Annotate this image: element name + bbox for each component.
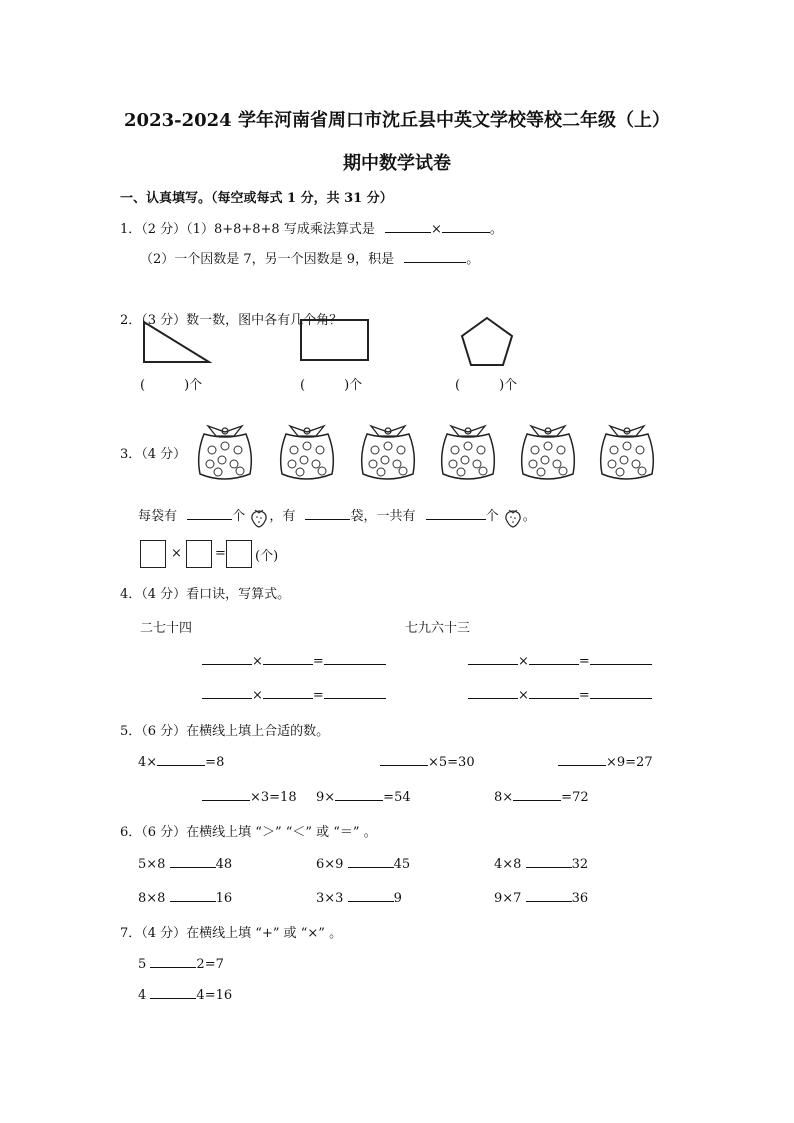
q3-text-d: 袋，一共有 bbox=[350, 509, 416, 524]
q6-item-2 bbox=[316, 855, 410, 872]
q3-sentence bbox=[138, 505, 536, 528]
q7-blank[interactable] bbox=[150, 955, 196, 968]
q5-blank[interactable] bbox=[202, 788, 250, 801]
q5-blank[interactable] bbox=[513, 788, 561, 801]
q5-post: =8 bbox=[205, 755, 225, 770]
q1-sub2-end: 。 bbox=[466, 252, 480, 267]
bag-icon bbox=[522, 426, 575, 479]
q6-pre: 4×8 bbox=[494, 857, 522, 872]
question-1-part-2 bbox=[140, 248, 479, 267]
q7-post: 4=16 bbox=[196, 988, 233, 1003]
q1-end: 。 bbox=[489, 222, 503, 237]
section-1-heading: 一、认真填写。（每空或每式 1 分，共 31 分） bbox=[120, 191, 393, 206]
q6-post: 36 bbox=[571, 891, 589, 906]
q5-post: ×5=30 bbox=[428, 755, 475, 770]
q4-times: × bbox=[252, 688, 263, 703]
q6-post: 9 bbox=[393, 891, 402, 906]
q4-blank[interactable] bbox=[590, 652, 652, 665]
q6-item-6 bbox=[494, 889, 588, 906]
strawberry-bags-figure bbox=[190, 414, 665, 486]
q4-equals: = bbox=[578, 688, 590, 703]
q4-left-rhyme: 二七十四 bbox=[140, 621, 193, 636]
q4-blank[interactable] bbox=[263, 686, 313, 699]
q3-answer-box-2[interactable] bbox=[186, 540, 212, 568]
q4-equals: = bbox=[312, 654, 324, 669]
q4-blank[interactable] bbox=[324, 652, 386, 665]
q4-blank[interactable] bbox=[324, 686, 386, 699]
question-3: 3．（4 分） bbox=[120, 447, 187, 462]
q5-post: ×9=27 bbox=[606, 755, 653, 770]
q6-blank[interactable] bbox=[348, 855, 394, 868]
q4-equals: = bbox=[312, 688, 324, 703]
title-line-2: 期中数学试卷 bbox=[343, 153, 451, 174]
question-4: 4．（4 分）看口诀，写算式。 bbox=[120, 587, 291, 602]
q5-blank[interactable] bbox=[380, 753, 428, 766]
q6-post: 16 bbox=[215, 891, 233, 906]
q5-item-6 bbox=[494, 788, 589, 805]
q5-pre: 9× bbox=[316, 790, 336, 805]
bag-icon bbox=[199, 426, 252, 479]
q6-item-1 bbox=[138, 855, 232, 872]
q7-post: 2=7 bbox=[196, 957, 224, 972]
q3-answer-box-1[interactable] bbox=[140, 540, 166, 568]
bag-icon bbox=[281, 426, 334, 479]
q4-blank[interactable] bbox=[468, 652, 518, 665]
q5-post: =54 bbox=[383, 790, 411, 805]
q4-times: × bbox=[518, 654, 529, 669]
q3-answer-box-3[interactable] bbox=[226, 540, 252, 568]
q1-text: 1．（2 分）（1）8+8+8+8 写成乘法算式是 bbox=[120, 222, 375, 237]
q3-text-a: 每袋有 bbox=[138, 509, 178, 524]
q6-pre: 9×7 bbox=[494, 891, 522, 906]
q5-item-4 bbox=[202, 788, 297, 805]
question-1 bbox=[120, 218, 503, 237]
q3-times-sign: × bbox=[171, 546, 182, 561]
q6-blank[interactable] bbox=[170, 889, 216, 902]
q6-pre: 8×8 bbox=[138, 891, 166, 906]
q4-equation-right-1 bbox=[468, 652, 652, 669]
q6-blank[interactable] bbox=[526, 889, 572, 902]
triangle-shape bbox=[144, 322, 209, 362]
bag-icon bbox=[601, 426, 654, 479]
q3-unit: (个) bbox=[255, 549, 279, 564]
q4-blank[interactable] bbox=[529, 686, 579, 699]
q4-blank[interactable] bbox=[468, 686, 518, 699]
q4-blank[interactable] bbox=[263, 652, 313, 665]
q7-blank[interactable] bbox=[150, 986, 196, 999]
q4-blank[interactable] bbox=[529, 652, 579, 665]
q1-sub2-blank[interactable] bbox=[404, 250, 466, 263]
q3-equals-sign: = bbox=[215, 546, 226, 561]
q4-blank[interactable] bbox=[590, 686, 652, 699]
q4-equation-left-1 bbox=[202, 652, 386, 669]
q2-label-2: ( )个 bbox=[300, 378, 363, 393]
q3-blank-2[interactable] bbox=[305, 507, 350, 520]
q4-times: × bbox=[518, 688, 529, 703]
q5-blank[interactable] bbox=[335, 788, 383, 801]
q5-item-2 bbox=[380, 753, 475, 770]
q6-item-5 bbox=[316, 889, 402, 906]
q4-equation-left-2 bbox=[202, 686, 386, 703]
q5-pre: 8× bbox=[494, 790, 514, 805]
q1-times: × bbox=[430, 222, 442, 237]
q3-text-b: 个 bbox=[232, 509, 246, 524]
q5-pre: 4× bbox=[138, 755, 158, 770]
q6-pre: 3×3 bbox=[316, 891, 344, 906]
q5-item-3 bbox=[558, 753, 653, 770]
q7-pre: 4 bbox=[138, 988, 147, 1003]
q6-blank[interactable] bbox=[348, 889, 394, 902]
question-6: 6．（6 分）在横线上填 “＞” “＜” 或 “＝” 。 bbox=[120, 825, 377, 840]
q7-item-1 bbox=[138, 955, 224, 972]
q6-item-4 bbox=[138, 889, 232, 906]
q7-pre: 5 bbox=[138, 957, 147, 972]
question-5: 5．（6 分）在横线上填上合适的数。 bbox=[120, 724, 330, 739]
q4-equals: = bbox=[578, 654, 590, 669]
q6-item-3 bbox=[494, 855, 588, 872]
q3-blank-1[interactable] bbox=[187, 507, 232, 520]
q3-text-c: ，有 bbox=[269, 509, 296, 524]
q5-item-5 bbox=[316, 788, 411, 805]
q4-blank[interactable] bbox=[202, 652, 252, 665]
q5-post: ×3=18 bbox=[250, 790, 297, 805]
q2-label-1: ( )个 bbox=[140, 378, 203, 393]
q6-post: 32 bbox=[571, 857, 589, 872]
pentagon-shape bbox=[462, 318, 512, 365]
q1-blank-2[interactable] bbox=[442, 220, 490, 233]
q6-post: 48 bbox=[215, 857, 233, 872]
rectangle-shape bbox=[301, 320, 368, 360]
q6-pre: 5×8 bbox=[138, 857, 166, 872]
q4-equation-right-2 bbox=[468, 686, 652, 703]
q4-blank[interactable] bbox=[202, 686, 252, 699]
q5-post: =72 bbox=[561, 790, 589, 805]
q6-blank[interactable] bbox=[170, 855, 216, 868]
bag-icon bbox=[442, 426, 495, 479]
q3-blank-3[interactable] bbox=[426, 507, 486, 520]
strawberry-icon bbox=[503, 506, 523, 528]
q6-pre: 6×9 bbox=[316, 857, 344, 872]
q4-right-rhyme: 七九六十三 bbox=[405, 621, 471, 636]
q1-sub2-text: （2）一个因数是 7，另一个因数是 9，积是 bbox=[140, 252, 395, 267]
q1-blank-1[interactable] bbox=[385, 220, 431, 233]
question-2: 2．（3 分）数一数，图中各有几个角？ bbox=[120, 313, 343, 328]
q6-post: 45 bbox=[393, 857, 411, 872]
q5-item-1 bbox=[138, 753, 224, 770]
q5-blank[interactable] bbox=[558, 753, 606, 766]
question-7: 7．（4 分）在横线上填 “+” 或 “×” 。 bbox=[120, 926, 343, 941]
strawberry-icon bbox=[249, 506, 269, 528]
q2-label-3: ( )个 bbox=[455, 378, 518, 393]
q7-item-2 bbox=[138, 986, 232, 1003]
bag-icon bbox=[362, 426, 415, 479]
q6-blank[interactable] bbox=[526, 855, 572, 868]
q5-blank[interactable] bbox=[157, 753, 205, 766]
title-line-1: 2023-2024 学年河南省周口市沈丘县中英文学校等校二年级（上） bbox=[124, 110, 670, 131]
q3-text-e: 个 bbox=[485, 509, 499, 524]
q3-text-f: 。 bbox=[522, 509, 536, 524]
q4-times: × bbox=[252, 654, 263, 669]
